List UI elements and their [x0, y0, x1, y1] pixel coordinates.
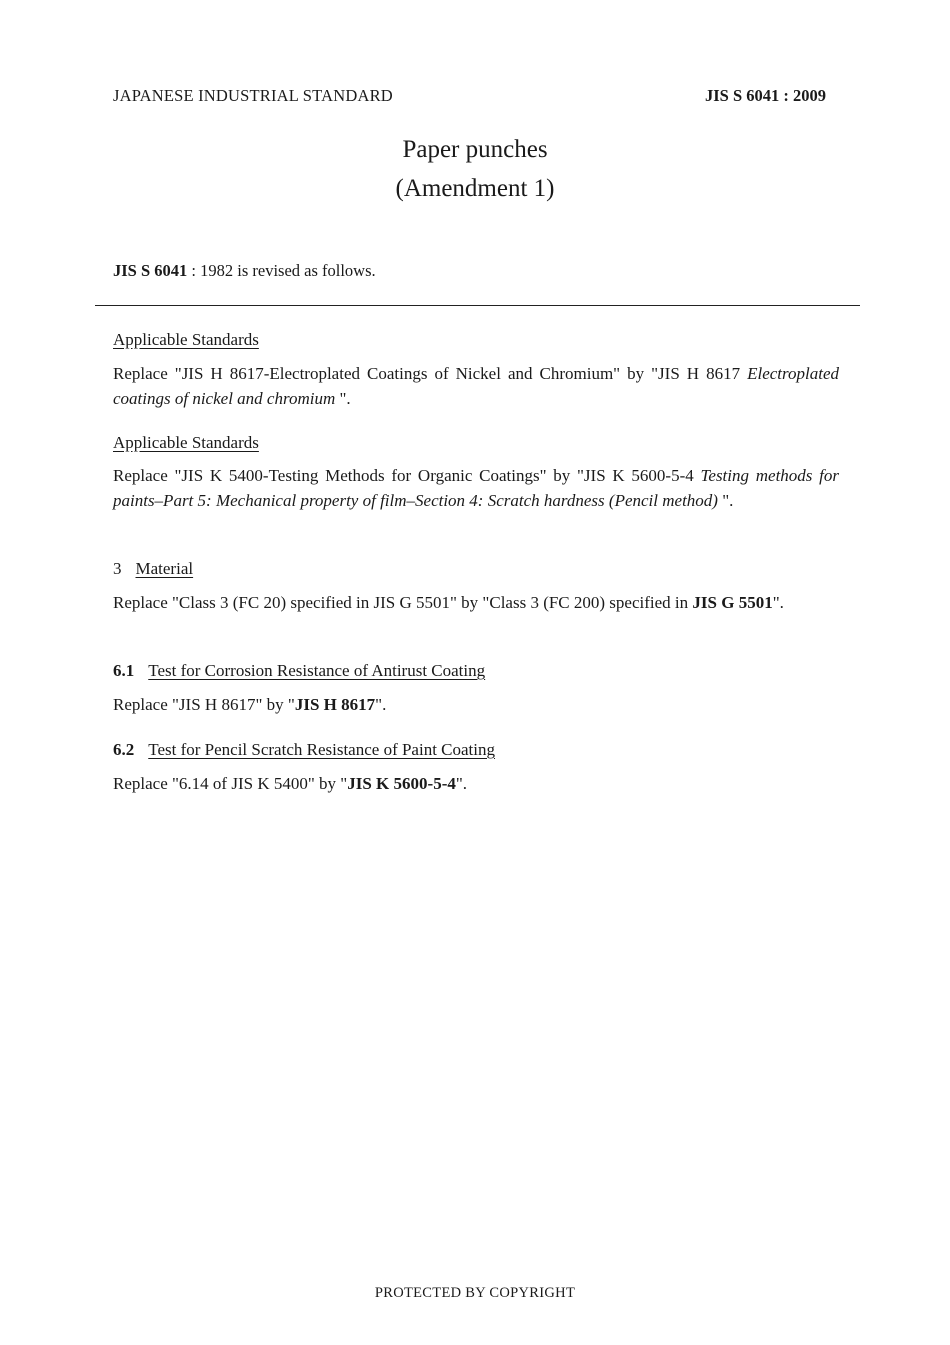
section-heading: Applicable Standards — [113, 433, 259, 452]
section-heading: 6.1 Test for Corrosion Resistance of Antirust Coating — [113, 661, 486, 680]
revision-code: JIS S 6041 — [113, 261, 188, 280]
section-paragraph: Replace "JIS H 8617-Electroplated Coatings of Nickel and Chromium" by "JIS H 8617 Electroplated coatings of nickel and chromium ". — [113, 364, 839, 408]
section-heading: Applicable Standards — [113, 330, 259, 349]
revision-statement — [113, 261, 376, 281]
standard-code-header: JIS S 6041 : 2009 — [704, 86, 826, 105]
divider-line — [95, 305, 860, 306]
section-paragraph: Replace "Class 3 (FC 20) specified in JIS G 5501" by "Class 3 (FC 200) specified in JIS G 5501". — [113, 593, 784, 612]
standard-type-header: JAPANESE INDUSTRIAL STANDARD — [113, 86, 393, 105]
section-paragraph: Replace "6.14 of JIS K 5400" by "JIS K 5600-5-4". — [113, 774, 468, 793]
revision-text: : 1982 is revised as follows. — [187, 261, 376, 280]
document-title: Paper punches — [402, 136, 548, 163]
copyright-footer: PROTECTED BY COPYRIGHT — [374, 1285, 576, 1301]
document-subtitle: (Amendment 1) — [395, 175, 555, 202]
section-paragraph: Replace "JIS K 5400-Testing Methods for Organic Coatings" by "JIS K 5600-5-4 Testing methods for paints–Part 5: Mechanical property of film–Section 4: Scratch hardness (Pencil method) ". — [113, 466, 839, 510]
section-heading: 3 Material — [113, 559, 194, 578]
section-heading: 6.2 Test for Pencil Scratch Resistance of Paint Coating — [113, 740, 496, 759]
section-paragraph: Replace "JIS H 8617" by "JIS H 8617". — [113, 695, 387, 714]
